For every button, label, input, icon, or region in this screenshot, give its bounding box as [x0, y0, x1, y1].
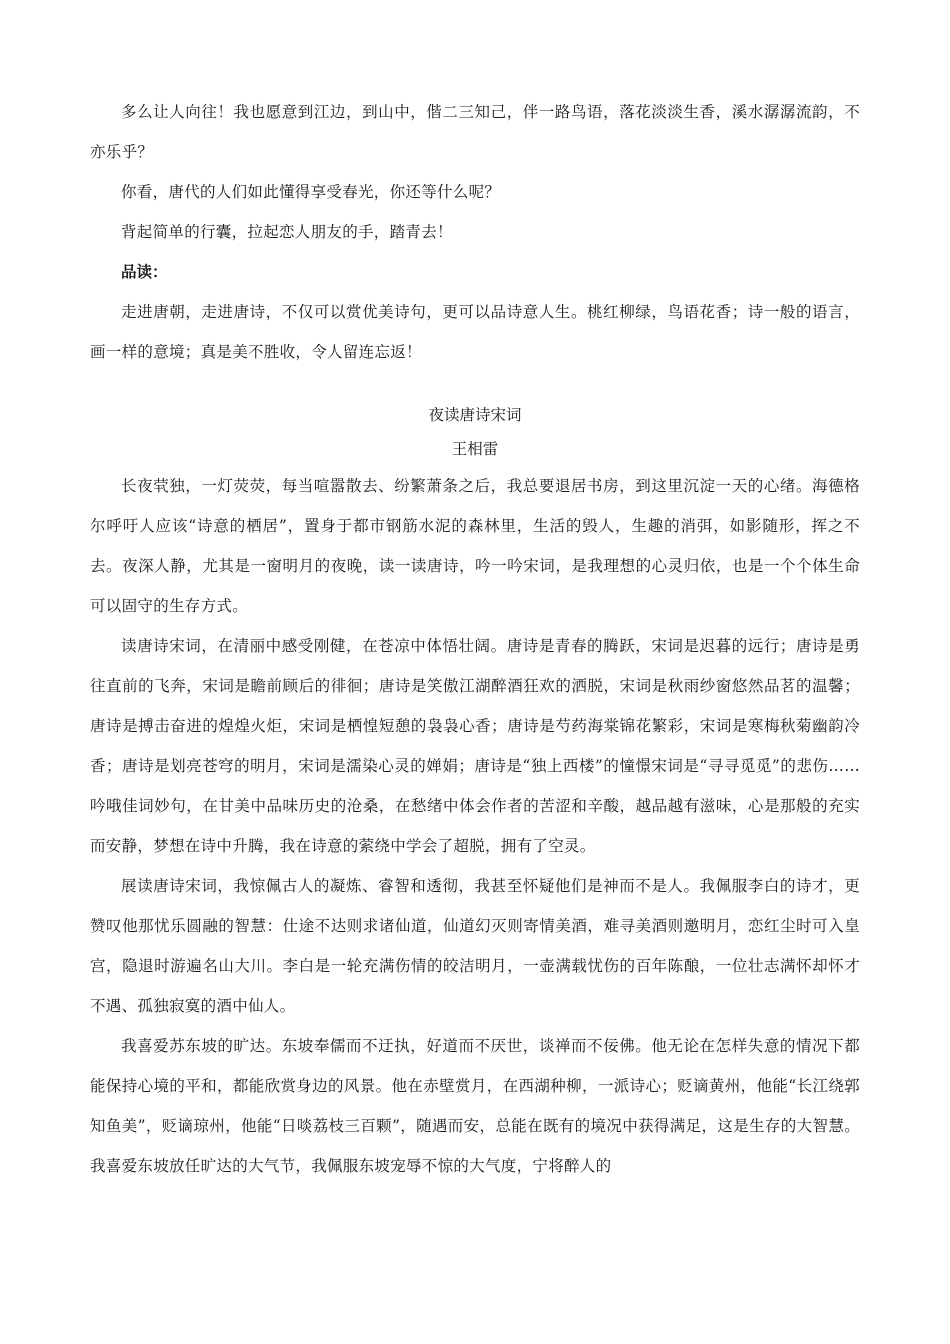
article-title: 夜读唐诗宋词	[428, 406, 522, 424]
article-paragraph-4: 我喜爱苏东坡的旷达。东坡奉儒而不迂执，好道而不厌世，谈禅而不佞佛。他无论在怎样失意的情况下都能保持心境的平和，都能欣赏身边的风景。他在赤壁赏月，在西湖种柳，一派诗心；贬谪黄州，他能“长江绕郭知鱼美”，贬谪琼州，他能“日啖荔枝三百颗”，随遇而安，总能在既有的境况中获得满足，这是生存的大智慧。我喜爱东坡放任旷达的大气节，我佩服东坡宠辱不惊的大气度，宁将醉人的	[90, 1037, 860, 1175]
article-paragraph-2: 读唐诗宋词，在清丽中感受刚健，在苍凉中体悟壮阔。唐诗是青春的腾跃，宋词是迟暮的远行；唐诗是勇往直前的飞奔，宋词是瞻前顾后的徘徊；唐诗是笑傲江湖醉酒狂欢的洒脱，宋词是秋雨纱窗悠然品茗的温馨；唐诗是搏击奋进的煌煌火炬，宋词是栖惶短憩的袅袅心香；唐诗是芍药海棠锦花繁彩，宋词是寒梅秋菊幽韵冷香；唐诗是划亮苍穹的明月，宋词是濡染心灵的婵娟；唐诗是“独上西楼”的憧憬宋词是“寻寻觅觅”的悲伤……吟哦佳词妙句，在甘美中品味历史的沧桑，在愁绪中体会作者的苦涩和辛酸，越品越有滋味，心是那般的充实而安静，梦想在诗中升腾，我在诗意的萦绕中学会了超脱，拥有了空灵。	[90, 637, 860, 855]
pindu-paragraph: 走进唐朝，走进唐诗，不仅可以赏优美诗句，更可以品诗意人生。桃红柳绿，鸟语花香；诗一般的语言，画一样的意境；真是美不胜收，令人留连忘返！	[90, 303, 860, 361]
article-paragraph-3: 展读唐诗宋词，我惊佩古人的凝炼、睿智和透彻，我甚至怀疑他们是神而不是人。我佩服李白的诗才，更赞叹他那忧乐圆融的智慧：仕途不达则求诸仙道，仙道幻灭则寄情美酒，难寻美酒则邀明月，恋红尘时可入皇宫，隐退时游遍名山大川。李白是一轮充满伤情的皎洁明月，一壶满载忧伤的百年陈酿，一位壮志满怀却怀才不遇、孤独寂寞的酒中仙人。	[90, 877, 860, 1015]
article-author: 王相雷	[451, 440, 499, 458]
article-paragraph-1: 长夜茕独，一灯荧荧，每当喧嚣散去、纷繁萧条之后，我总要退居书房，到这里沉淀一天的心绪。海德格尔呼吁人应该“诗意的栖居”，置身于都市钢筋水泥的森林里，生活的毁人，生趣的消弭，如影随形，挥之不去。夜深人静，尤其是一窗明月的夜晚，读一读唐诗，吟一吟宋词，是我理想的心灵归依，也是一个个体生命可以固守的生存方式。	[90, 477, 860, 615]
document-page	[90, 92, 860, 1186]
pindu-heading: 品读：	[121, 262, 168, 281]
section-gap	[90, 372, 860, 398]
intro-paragraph-2: 你看，唐代的人们如此懂得享受春光，你还等什么呢？	[121, 183, 501, 201]
intro-paragraph-3: 背起简单的行囊，拉起恋人朋友的手，踏青去！	[121, 223, 453, 241]
intro-paragraph-1: 多么让人向往！我也愿意到江边，到山中，偕二三知己，伴一路鸟语，落花淡淡生香，溪水潺潺流韵，不亦乐乎？	[90, 103, 860, 161]
